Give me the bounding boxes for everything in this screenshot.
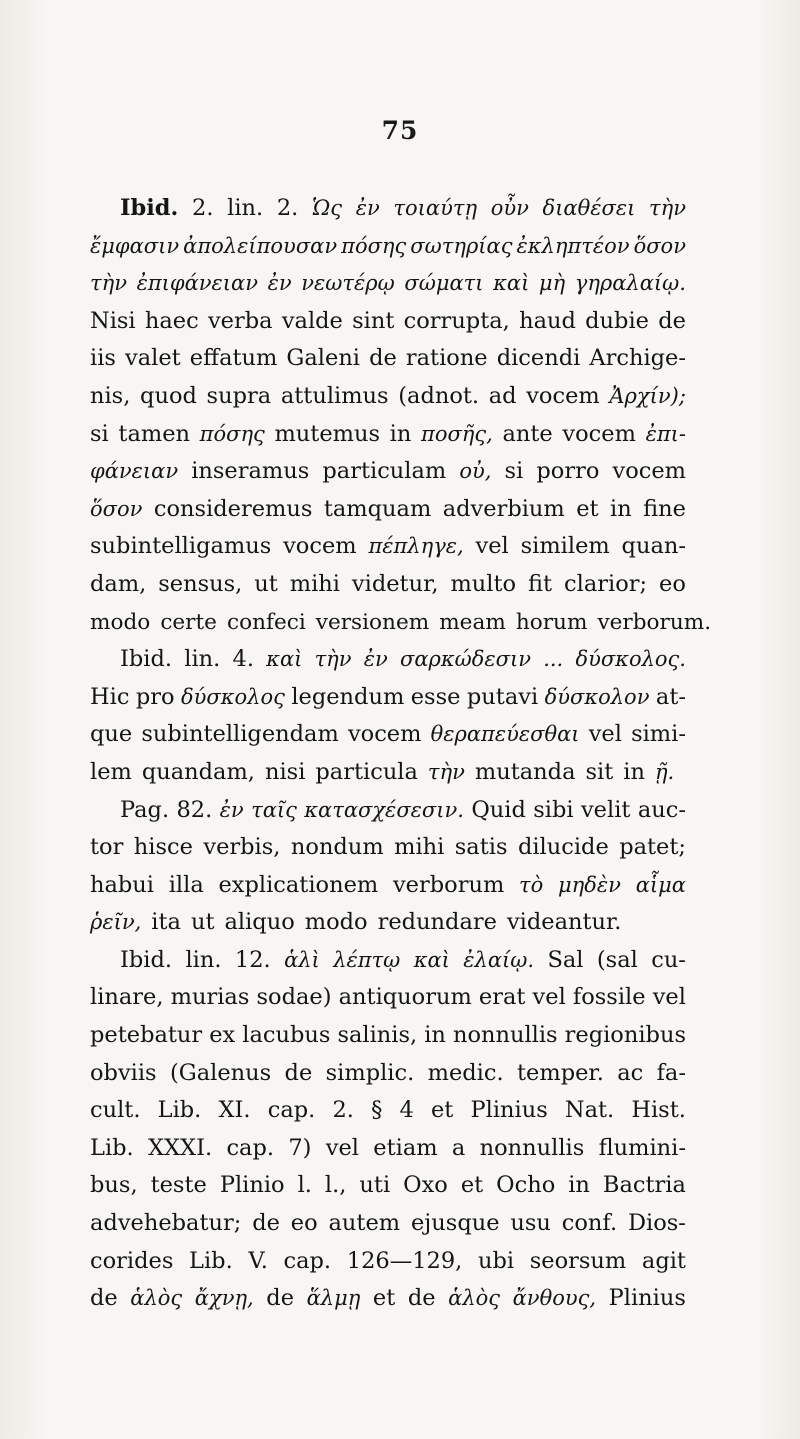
word: 4. (232, 646, 254, 673)
word: videtur, (351, 570, 439, 597)
word: Galeni (286, 345, 361, 372)
greek-word: ἐν (267, 271, 292, 296)
word: Oxo (403, 1172, 448, 1199)
word: vocem (283, 533, 357, 560)
greek-word: τὸ (519, 872, 544, 897)
word: iis (90, 345, 116, 372)
word: 2. (192, 195, 214, 221)
word: Lib. (157, 1097, 202, 1124)
greek-word: καὶ (493, 271, 530, 296)
word: ita (151, 909, 181, 936)
text-line (90, 792, 686, 830)
word: obviis (90, 1059, 157, 1086)
greek-word: ἐν (219, 797, 244, 822)
text-line (90, 754, 686, 792)
word: modo (304, 909, 368, 936)
word: V. (248, 1247, 268, 1274)
word: Quid (471, 796, 526, 823)
word: Bactria (602, 1172, 686, 1199)
text-line (90, 528, 686, 566)
text-line (90, 190, 686, 228)
word: modo (90, 609, 151, 635)
word: meam (439, 609, 506, 635)
text-line (90, 942, 686, 980)
word: nisi (264, 758, 306, 785)
word: seorsum (529, 1247, 627, 1274)
word: que (90, 721, 133, 748)
word: Ibid. (120, 646, 173, 673)
text-line (90, 641, 686, 679)
word: versionem (315, 609, 430, 635)
word: a (451, 1134, 466, 1161)
word: nonnullis (479, 1134, 585, 1161)
word: conf. (561, 1210, 618, 1237)
word: certe (160, 609, 217, 635)
word: nondum (290, 834, 384, 861)
greek-word: σώματι (404, 271, 484, 296)
text-line (90, 228, 686, 266)
word: tamen (118, 420, 191, 447)
word: explicationem (218, 871, 379, 898)
greek-word: ἐπιφάνειαν (136, 271, 258, 296)
word: adverbium (442, 495, 565, 522)
greek-word: θεραπεύεσθαι (430, 722, 580, 747)
word: de (658, 307, 686, 334)
text-line (90, 378, 686, 416)
text-line (90, 491, 686, 529)
greek-word: σωτηρίας (410, 233, 513, 258)
word: in (623, 758, 645, 785)
word: inseramus (191, 458, 310, 485)
greek-word: μηδὲν (558, 872, 621, 897)
word: verborum. (597, 609, 712, 635)
greek-word: πέπληγε, (368, 534, 464, 559)
greek-word: ἀπολείπουσαν (183, 233, 338, 258)
word: (sal (596, 946, 638, 973)
word: ut (254, 570, 278, 597)
word: habui (90, 871, 154, 898)
word: ut (190, 909, 215, 936)
word: tamquam (323, 495, 432, 522)
word: dicendi (496, 345, 581, 372)
word: fossile (572, 984, 646, 1011)
greek-word: οὖν (490, 196, 529, 220)
text-line (90, 1130, 686, 1168)
word: valet (125, 345, 181, 372)
text-line (90, 566, 686, 604)
word: verborum (392, 871, 505, 898)
word: mutanda (474, 758, 576, 785)
word: eo (659, 570, 686, 597)
word: Sal (547, 946, 584, 973)
word: fa- (656, 1059, 686, 1086)
greek-word: δύσκολον (544, 684, 650, 709)
word: de (369, 345, 397, 372)
word: dam, (90, 570, 147, 597)
greek-word: ἐκληπτέον (516, 233, 630, 258)
word: ad (488, 382, 517, 409)
word: temper. (517, 1059, 604, 1086)
word: linare, (90, 984, 164, 1011)
word: lem (90, 758, 132, 785)
word: et (576, 495, 599, 522)
greek-word: δύσκολος. (575, 647, 686, 672)
word: 4 (399, 1097, 414, 1124)
word: aliquo (224, 909, 295, 936)
greek-word: ἐλαίῳ. (463, 947, 535, 972)
word: vel (652, 984, 686, 1011)
word: lin. (227, 195, 264, 221)
word: sensus, (158, 570, 243, 597)
greek-word: ... (543, 647, 564, 672)
word: simi- (631, 721, 686, 748)
greek-word: ἄνθους, (512, 1286, 597, 1311)
word: corrupta, (403, 307, 510, 334)
word: et (430, 1097, 454, 1124)
greek-word: καὶ (413, 947, 450, 972)
word: eo (290, 1210, 318, 1237)
word: Lib. (189, 1247, 233, 1274)
greek-word: ῥεῖν, (90, 910, 142, 935)
word: fit (528, 570, 553, 597)
text-line (90, 867, 686, 905)
word: lin. (185, 946, 222, 973)
word: videantur. (506, 909, 622, 936)
text-line (90, 1280, 686, 1318)
word: horum (515, 609, 588, 635)
word: quandam, (141, 758, 255, 785)
word: vel (325, 1134, 359, 1161)
word: verba (207, 307, 273, 334)
word: hisce (133, 834, 193, 861)
greek-word: ταῖς (251, 797, 297, 822)
word: supra (206, 382, 272, 409)
text-line (90, 1055, 686, 1093)
word: velit (580, 796, 631, 823)
word: simplic. (325, 1059, 415, 1086)
word: similem (520, 533, 610, 560)
word: ac (617, 1059, 644, 1086)
word: particulam (322, 458, 447, 485)
word: redundare (377, 909, 497, 936)
greek-word: ἐν (355, 196, 380, 220)
word: in (610, 495, 632, 522)
greek-word: ἁλὸς (130, 1286, 183, 1311)
greek-word: δύσκολος (181, 684, 285, 709)
greek-word: καὶ (266, 647, 303, 672)
greek-word: λέπτῳ (333, 947, 401, 972)
word: haec (144, 307, 199, 334)
word: XI. (218, 1097, 251, 1124)
word: etiam (373, 1134, 438, 1161)
greek-word: οὐ, (459, 459, 492, 484)
word: usu (510, 1210, 551, 1237)
word: clarior; (564, 570, 648, 597)
greek-word: τοιαύτῃ (393, 196, 478, 220)
word: satis (454, 834, 508, 861)
greek-word: ἅλμῃ (306, 1286, 361, 1311)
greek-word: γηραλαίῳ. (574, 271, 686, 296)
greek-word: ἁλὶ (284, 947, 320, 972)
word: murias (170, 984, 250, 1011)
text-line (90, 1017, 686, 1055)
word: tor (90, 834, 124, 861)
greek-word: πόσης (199, 421, 265, 446)
word: l., (324, 1172, 347, 1199)
word: medic. (427, 1059, 504, 1086)
greek-word: κατασχέσεσιν. (304, 797, 464, 822)
text-line (90, 1092, 686, 1130)
word: quan- (621, 533, 686, 560)
word: flumini- (598, 1134, 686, 1161)
word: in (389, 420, 412, 447)
word: ante (502, 420, 553, 447)
word: l. (297, 1172, 312, 1199)
word: Ocho (496, 1172, 556, 1199)
greek-word: Ὡς (311, 196, 343, 220)
word: sibi (533, 796, 574, 823)
word: in (568, 1172, 590, 1199)
word: advehebatur; (90, 1210, 242, 1237)
word: de (266, 1285, 295, 1312)
word: valde (281, 307, 343, 334)
word: de (252, 1210, 280, 1237)
word: haud (519, 307, 576, 334)
greek-word: ῇ. (654, 759, 675, 784)
text-line (90, 904, 686, 942)
word: XXXI. (148, 1134, 213, 1161)
word: putavi (466, 683, 539, 710)
word: confeci (226, 609, 306, 635)
text-line (90, 416, 686, 454)
word: in (424, 1022, 446, 1049)
word: regionibus (564, 1022, 686, 1049)
word: si (90, 420, 109, 447)
text-line (90, 1243, 686, 1281)
word: nis, (90, 382, 131, 409)
word: antiquorum (338, 984, 472, 1011)
greek-word: ἄχνῃ, (194, 1286, 254, 1311)
word: 82. (176, 796, 213, 823)
text-line (90, 1167, 686, 1205)
greek-word: νεωτέρῳ (301, 271, 395, 296)
word: 126—129, (346, 1247, 463, 1274)
word: et (372, 1285, 396, 1312)
word: cult. (90, 1097, 141, 1124)
word: bus, (90, 1172, 138, 1199)
word: nonnullis (452, 1022, 558, 1049)
word: (Galenus (169, 1059, 272, 1086)
page-number: 75 (381, 116, 419, 145)
word: quod (140, 382, 197, 409)
word: at- (655, 683, 686, 710)
word: ratione (405, 345, 488, 372)
word: auc- (637, 796, 686, 823)
word: Hic (90, 683, 130, 710)
word: ubi (477, 1247, 515, 1274)
word: Ibid. (120, 195, 179, 221)
word: mutemus (274, 420, 381, 447)
word: cap. (283, 1247, 332, 1274)
word: et (460, 1172, 484, 1199)
word: autem (328, 1210, 401, 1237)
greek-word: ποσῆς, (421, 421, 493, 446)
greek-word: τὴν (314, 647, 352, 672)
word: dilucide (517, 834, 609, 861)
text-line (90, 453, 686, 491)
word: esse (410, 683, 461, 710)
greek-word: τὴν (90, 271, 127, 296)
word: Plinius (608, 1285, 686, 1312)
word: mihi (394, 834, 445, 861)
word: 12. (234, 946, 271, 973)
word: 7) (288, 1134, 312, 1161)
word: legendum (291, 683, 405, 710)
word: verbis, (203, 834, 281, 861)
greek-word: πόσης (341, 233, 407, 258)
word: cu- (651, 946, 686, 973)
word: multo (450, 570, 517, 597)
word: particula (315, 758, 418, 785)
word: erat (478, 984, 526, 1011)
greek-word: διαθέσει (542, 196, 636, 220)
word: 2. (332, 1097, 354, 1124)
word: fine (643, 495, 686, 522)
word: subintelligamus (90, 533, 272, 560)
text-line (90, 716, 686, 754)
word: Nisi (90, 307, 136, 334)
word: vocem (347, 721, 422, 748)
word: Nat. (564, 1097, 615, 1124)
word: 2. (276, 195, 299, 221)
text-line (90, 979, 686, 1017)
word: Plinius (470, 1097, 548, 1124)
word: vocem (562, 420, 636, 447)
greek-word: ὅσον (633, 233, 686, 258)
body-text (90, 190, 712, 1318)
greek-word: μὴ (538, 271, 566, 296)
word: teste (150, 1172, 207, 1199)
word: vocem (612, 458, 686, 485)
word: ejusque (410, 1210, 500, 1237)
word: Pag. (120, 796, 170, 823)
greek-word: ἁλὸς (448, 1286, 501, 1311)
word: porro (536, 458, 600, 485)
word: de (90, 1285, 118, 1312)
word: cap. (226, 1134, 275, 1161)
word: dubie (585, 307, 649, 334)
word: lin. (184, 646, 221, 673)
text-line (90, 340, 686, 378)
word: vel (588, 721, 622, 748)
word: salinis, (337, 1022, 418, 1049)
word: § (371, 1097, 383, 1124)
word: Plinio (219, 1172, 285, 1199)
word: ex (209, 1022, 236, 1049)
text-line (90, 679, 686, 717)
word: sit (585, 758, 614, 785)
text-line (90, 1205, 686, 1243)
word: effatum (189, 345, 278, 372)
greek-word: ὅσον (90, 496, 143, 521)
word: Hist. (631, 1097, 686, 1124)
word: consideremus (153, 495, 313, 522)
word: si (504, 458, 524, 485)
greek-word: ἔμφασιν (90, 233, 180, 258)
text-line (90, 604, 712, 642)
greek-word: ἐν (363, 647, 388, 672)
greek-word: φάνειαν (90, 459, 179, 484)
word: pro (135, 683, 175, 710)
word: (adnot. (398, 382, 480, 409)
greek-word: αἷμα (635, 872, 686, 897)
word: agit (641, 1247, 686, 1274)
word: sodae) (256, 984, 332, 1011)
text-line (90, 265, 686, 303)
word: sint (352, 307, 395, 334)
word: uti (359, 1172, 391, 1199)
text-line (90, 303, 686, 341)
word: cap. (267, 1097, 316, 1124)
word: patet; (619, 834, 686, 861)
word: de (407, 1285, 436, 1312)
word: subintelligendam (141, 721, 339, 748)
word: vel (475, 533, 509, 560)
word: illa (168, 871, 204, 898)
word: mihi (289, 570, 340, 597)
greek-word: Ἀρχίν); (609, 383, 686, 408)
word: Dios- (627, 1210, 686, 1237)
text-line (90, 829, 686, 867)
word: Ibid. (120, 946, 173, 973)
greek-word: σαρκώδεσιν (399, 647, 531, 672)
greek-word: τὴν (427, 759, 465, 784)
word: Archige- (589, 345, 686, 372)
word: de (284, 1059, 313, 1086)
word: vocem (526, 382, 600, 409)
greek-word: ἐπι- (645, 421, 686, 446)
word: Lib. (90, 1134, 134, 1161)
word: corides (90, 1247, 174, 1274)
word: vel (532, 984, 566, 1011)
greek-word: τὴν (649, 196, 686, 220)
word: lacubus (242, 1022, 331, 1049)
word: petebatur (90, 1022, 203, 1049)
word: attulimus (280, 382, 389, 409)
